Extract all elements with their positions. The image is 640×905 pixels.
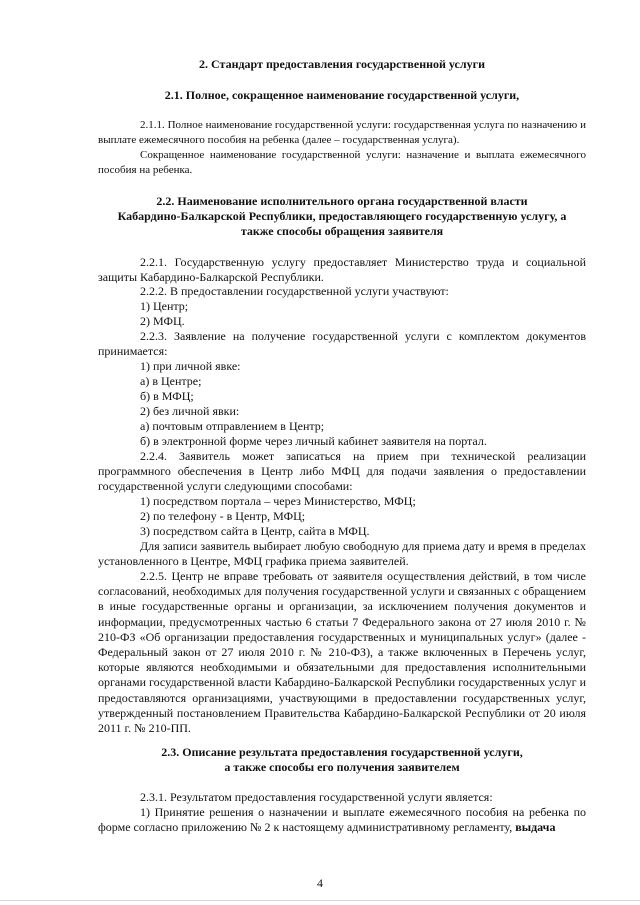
heading-2-2 <box>98 194 586 240</box>
para-2-2-1: 2.2.1. Государственную услугу предоставляет Министерство труда и социальной защиты Кабардино-Балкарской Республики. <box>98 255 586 285</box>
section-title: 2. Стандарт предоставления государственной услуги <box>199 57 485 71</box>
list-item: б) в электронной форме через личный кабинет заявителя на портал. <box>140 434 487 448</box>
para-2-3-1-item-1-text: 1) Принятие решения о назначении и выплате ежемесячного пособия на ребенка по форме согласно приложению № 2 к настоящему административному регламенту, <box>98 805 586 835</box>
list-item: а) почтовым отправлением в Центр; <box>140 419 325 433</box>
heading-2-2-line-2: Кабардино-Балкарской Республики, предоставляющего государственную услугу, а <box>117 209 567 224</box>
list-item: 2) по телефону - в Центр, МФЦ; <box>140 509 306 523</box>
list-item: 3) посредством сайта в Центр, сайта в МФЦ. <box>140 524 370 538</box>
heading-2-3-line-2: а также способы его получения заявителем <box>224 760 460 775</box>
list-item: 2) без личной явки: <box>140 404 240 418</box>
heading-2-2-line-3: также способы обращения заявителя <box>240 224 444 239</box>
para-2-1-1-short-name: Сокращенное наименование государственной услуги: назначение и выплата ежемесячного пособия на ребенка. <box>98 149 586 176</box>
para-2-2-4-booking: Для записи заявитель выбирает любую свободную для приема дату и время в пределах установленного в Центре, МФЦ графика приема заявителей. <box>98 539 586 569</box>
para-2-3-1-item-1 <box>98 805 586 835</box>
para-2-3-1: 2.3.1. Результатом предоставления государственной услуги является: <box>140 790 493 804</box>
para-2-1-1: 2.1.1. Полное наименование государственной услуги: государственная услуга по назначению и выплате ежемесячного пособия на ребенка (далее – государственная услуга). <box>98 119 586 146</box>
list-item: б) в МФЦ; <box>140 389 194 403</box>
para-2-2-4: 2.2.4. Заявитель может записаться на прием при технической реализации программного обеспечения в Центр либо МФЦ для подачи заявления о предоставлении государственной услуги следующими способами: <box>98 449 586 494</box>
list-item: 1) при личной явке: <box>140 359 241 373</box>
heading-2-2-line-1: 2.2. Наименование исполнительного органа государственной власти <box>156 194 528 208</box>
list-item: 1) Центр; <box>140 299 189 313</box>
page-number: 4 <box>317 876 323 890</box>
para-2-2-2: 2.2.2. В предоставлении государственной услуги участвуют: <box>140 284 449 298</box>
list-item: 1) посредством портала – через Министерство, МФЦ; <box>140 494 416 508</box>
heading-2-3 <box>98 745 586 775</box>
scan-edge-divider <box>0 900 640 901</box>
para-2-3-1-item-1-bold: выдача <box>515 820 556 835</box>
para-2-2-5: 2.2.5. Центр не вправе требовать от заявителя осуществления действий, в том числе согласований, необходимых для получения государственной услуги и связанных с обращением в иные государственные органы и организации, за исключением получения документов и информации, предусмотренных частью 6 статьи 7 Федерального закона от 27 июля 2010 г. № 210-ФЗ «Об организации предоставления государственных и муниципальных услуг» (далее - Федеральный закон от 27 июля 2010 г. № 210-ФЗ), а также включенных в Перечень услуг, которые являются необходимыми и обязательными для предоставления исполнительными органами государственной власти Кабардино-Балкарской Республики государственных услуг и предоставляются организациями, участвующими в предоставлении государственных услуг, утвержденный постановлением Правительства Кабардино-Балкарской Республики от 20 июля 2011 г. № 210-ПП. <box>98 569 587 736</box>
para-2-2-3: 2.2.3. Заявление на получение государственной услуги с комплектом документов принимается: <box>98 329 586 359</box>
list-item: 2) МФЦ. <box>140 314 185 328</box>
list-item: а) в Центре; <box>140 374 202 388</box>
heading-2-3-line-1: 2.3. Описание результата предоставления государственной услуги, <box>161 745 523 759</box>
heading-2-1: 2.1. Полное, сокращенное наименование государственной услуги, <box>164 88 520 102</box>
